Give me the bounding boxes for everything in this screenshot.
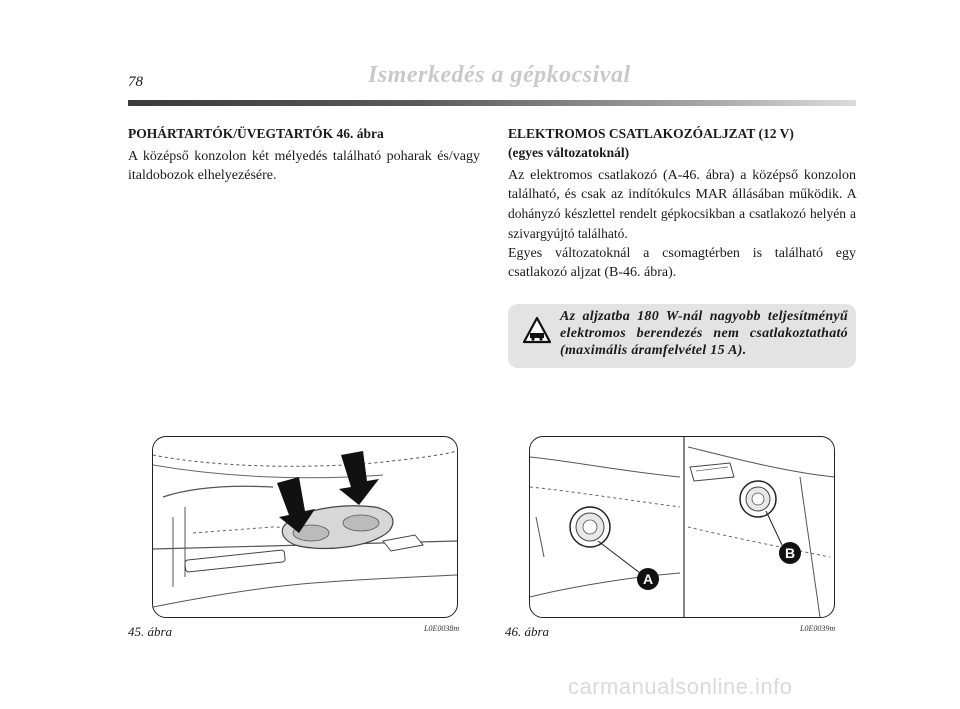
figure-46-sockets (529, 436, 835, 618)
right-column (508, 124, 856, 282)
header-rule (128, 100, 856, 106)
figure-46-caption: 46. ábra (505, 624, 550, 639)
socket-heading (508, 124, 856, 162)
warning-text: Az aljzatba 180 W-nál nagyobb teljesítményű elektromos berendezés nem csatlakoztatható (maximális áramfelvétel 15 A). (560, 309, 848, 358)
figure-45-cupholder (152, 436, 458, 618)
warning-box (508, 304, 856, 368)
socket-heading-line1: ELEKTROMOS CSATLAKOZÓALJZAT (12 V) (508, 126, 794, 141)
watermark: carmanualsonline.info (568, 674, 793, 699)
socket-paragraph-2: Egyes változatoknál a csomagtérben is található egy csatlakozó aljzat (B-46. ábra). (508, 246, 856, 280)
cupholder-heading: POHÁRTARTÓK/ÜVEGTARTÓK 46. ábra (128, 126, 384, 141)
cupholder-illustration (153, 437, 457, 617)
socket-heading-line2: (egyes változatoknál) (508, 145, 630, 160)
cupholder-paragraph: A középső konzolon két mélyedés található poharak és/vagy italdobozok elhelyezésére. (128, 149, 480, 183)
label-b: B (784, 545, 796, 561)
socket-paragraph-1b: dohányzó készlettel rendelt gépkocsikban a csatlakozó helyén a szivargyújtó található. (508, 206, 856, 241)
section-title: Ismerkedés a gépkocsival (368, 62, 631, 88)
socket-illustration (530, 437, 834, 617)
figure-45-code: L0E0038m (424, 624, 460, 633)
socket-paragraph-1a: Az elektromos csatlakozó (A-46. ábra) a középső konzolon található, és csak az indítókulcs MAR állásában működik. A (508, 168, 856, 202)
warning-triangle-icon (522, 316, 552, 344)
left-column (128, 124, 480, 185)
figure-45-caption: 45. ábra (128, 624, 173, 639)
label-a: A (642, 571, 654, 587)
socket-paragraph-1 (508, 166, 856, 244)
page-number: 78 (128, 74, 143, 90)
figure-46-code: L0E0039m (800, 624, 836, 633)
